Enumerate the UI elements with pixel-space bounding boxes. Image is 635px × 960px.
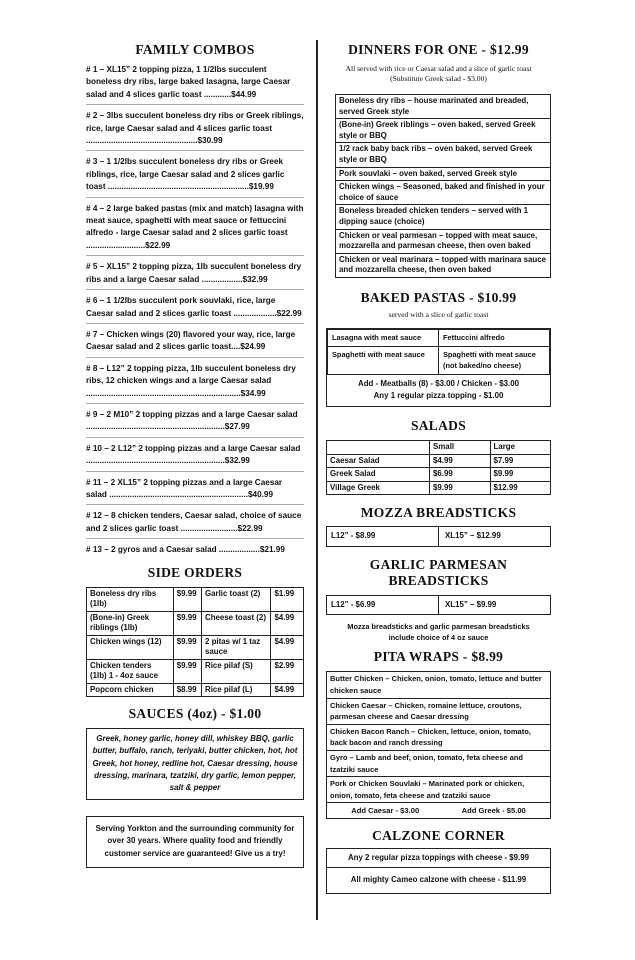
pasta-add-meat: Add - Meatballs (8) - $3.00 / Chicken - $3.00: [358, 379, 519, 389]
pasta-add-topping: Any 1 regular pizza topping - $1.00: [373, 391, 504, 401]
sauces-list: Greek, honey garlic, honey dill, whiskey BBQ, garlic butter, buffalo, ranch, teriyaki, butter chicken, hot, hot Greek, hot honey, redline hot, Caesar dressing, house dressing, marinara, tzatziki, dry garlic, lemon pepper, salt & pepper: [92, 734, 298, 793]
column-divider: [316, 40, 318, 920]
serving-box: [86, 816, 304, 868]
salad-cell: Caesar Salad: [327, 454, 430, 468]
family-combos-title: FAMILY COMBOS: [135, 42, 255, 57]
mozza-xl15: XL15” – $12.99: [439, 527, 551, 547]
salad-header-row: [327, 441, 551, 455]
side-order-cell: $1.99: [271, 587, 304, 611]
salad-header-cell: [327, 441, 430, 455]
pita-item: Chicken Caesar – Chicken, romaine lettuce, croutons, parmesan cheese and Caesar dressing: [327, 699, 550, 725]
side-order-cell: Boneless dry ribs (1lb): [87, 587, 174, 611]
dinner-item: Chicken or veal marinara – topped with marinara sauce and mozzarella cheese, then oven baked: [339, 254, 546, 275]
salad-cell: $7.99: [490, 454, 551, 468]
dinner-item: (Bone-in) Greek riblings – oven baked, served Greek style or BBQ: [336, 119, 550, 143]
baked-pastas-box: [326, 328, 551, 408]
side-order-cell: $9.99: [173, 635, 201, 659]
baked-pastas-subtitle: served with a slice of garlic toast: [388, 309, 489, 319]
side-orders-title: SIDE ORDERS: [147, 564, 243, 580]
salad-cell: $9.99: [430, 481, 490, 495]
dinner-item: Chicken wings – Seasoned, baked and finished in your choice of sauce: [336, 181, 550, 205]
pasta-cell: Spaghetti with meat sauce (not baked/no cheese): [439, 347, 550, 375]
pita-add-row: [327, 803, 550, 818]
sauces-box: [86, 728, 304, 799]
family-combos-list: [86, 64, 304, 560]
side-order-cell: Rice pilaf (L): [202, 683, 271, 697]
calzone-title: CALZONE CORNER: [372, 828, 505, 844]
side-order-cell: $4.99: [271, 683, 304, 697]
calzone-line-2: All mighty Cameo calzone with cheese - $11.99: [350, 875, 527, 885]
left-column: [86, 42, 304, 868]
mozza-table: [326, 526, 551, 547]
pita-item: Pork or Chicken Souvlaki – Marinated pork or chicken, onion, tomato, feta cheese and tzatziki sauce: [327, 777, 550, 803]
side-orders-table: [86, 587, 304, 698]
combo-item: # 12 – 8 chicken tenders, Caesar salad, choice of sauce and 2 slices garlic toast .........................$22.99: [86, 510, 304, 539]
calzone-box: [326, 848, 551, 894]
side-order-row: [87, 659, 304, 683]
salad-cell: $6.99: [430, 468, 490, 482]
salad-cell: Village Greek: [327, 481, 430, 495]
salad-cell: $4.99: [430, 454, 490, 468]
pasta-cell: Fettuccini alfredo: [439, 329, 550, 347]
salad-cell: $9.99: [490, 468, 551, 482]
garlic-parm-table: [326, 595, 551, 616]
combo-item: # 3 – 1 1/2lbs succulent boneless dry ribs or Greek riblings, rice, large Caesar salad and 2 slices garlic toast ..............................................................$19.99: [86, 156, 304, 197]
dinners-title: DINNERS FOR ONE - $12.99: [348, 42, 529, 57]
side-order-cell: Popcorn chicken: [87, 683, 174, 697]
pita-add-caesar: Add Caesar - $3.00: [351, 806, 420, 816]
salad-row: [327, 481, 551, 495]
garlic-parm-l12: L12” - $6.99: [327, 595, 439, 615]
pita-box: [326, 671, 551, 819]
salad-header-cell: Small: [430, 441, 490, 455]
combo-item: # 9 – 2 M10” 2 topping pizzas and a large Caesar salad .............................................................$27.99: [86, 409, 304, 438]
mozza-l12: L12” - $8.99: [327, 527, 439, 547]
combo-item: # 7 – Chicken wings (20) flavored your way, rice, large Caesar salad and 2 slices garlic toast....$24.99: [86, 329, 304, 358]
side-order-row: [87, 611, 304, 635]
side-order-cell: $8.99: [173, 683, 201, 697]
combo-item: # 13 – 2 gyros and a Caesar salad ..................$21.99: [86, 545, 285, 555]
garlic-parm-title-2: BREADSTICKS: [388, 572, 489, 588]
side-order-cell: $4.99: [271, 611, 304, 635]
side-order-cell: Garlic toast (2): [202, 587, 271, 611]
salads-title: SALADS: [410, 418, 467, 434]
calzone-line-1: Any 2 regular pizza toppings with cheese - $9.99: [327, 849, 550, 868]
dinner-item: Boneless breaded chicken tenders – served with 1 dipping sauce (choice): [336, 205, 550, 229]
pita-item: Butter Chicken – Chicken, onion, tomato, lettuce and butter chicken sauce: [327, 672, 550, 698]
side-order-row: [87, 635, 304, 659]
right-column: [326, 42, 551, 894]
baked-pastas-grid: [327, 329, 550, 376]
side-order-cell: $4.99: [271, 635, 304, 659]
pasta-row: [328, 347, 550, 375]
pita-item: Chicken Bacon Ranch – Chicken, lettuce, onion, tomato, back bacon and ranch dressing: [327, 725, 550, 751]
combo-item: # 1 – XL15” 2 topping pizza, 1 1/2lbs succulent boneless dry ribs, large baked lasagna, large Caesar salad and 4 slices garlic toast ............$44.99: [86, 64, 304, 105]
combo-item: # 2 – 3lbs succulent boneless dry ribs or Greek riblings, rice, large Caesar salad and 4 slices garlic toast .................................................$30.99: [86, 110, 304, 151]
pita-add-greek: Add Greek - $5.00: [461, 806, 526, 816]
dinner-item: Chicken or veal parmesan – topped with meat sauce, mozzarella and parmesan cheese, then oven baked: [336, 230, 550, 254]
dinner-item: Boneless dry ribs – house marinated and breaded, served Greek style: [336, 95, 550, 119]
dinners-list: [335, 94, 551, 278]
pasta-cell: Lasagna with meat sauce: [328, 329, 439, 347]
sauces-title: SAUCES (4oz) - $1.00: [128, 706, 262, 722]
salad-row: [327, 468, 551, 482]
combo-item: # 6 – 1 1/2lbs succulent pork souvlaki, rice, large Caesar salad and 2 slices garlic toast ...................$22.99: [86, 295, 304, 324]
side-order-cell: Chicken tenders (1lb) 1 - 4oz sauce: [87, 659, 174, 683]
dinner-item: Pork souvlaki – oven baked, served Greek style: [336, 168, 550, 182]
combo-item: # 10 – 2 L12” 2 topping pizzas and a large Caesar salad .............................................................$32.99: [86, 443, 304, 472]
side-order-row: [87, 587, 304, 611]
salad-cell: Greek Salad: [327, 468, 430, 482]
side-order-cell: Chicken wings (12): [87, 635, 174, 659]
dinner-item: 1/2 rack baby back ribs – oven baked, served Greek style or BBQ: [336, 143, 550, 167]
salads-table: [326, 440, 551, 495]
salad-cell: $12.99: [490, 481, 551, 495]
pasta-row: [328, 329, 550, 347]
garlic-parm-xl15: XL15” – $9.99: [439, 595, 551, 615]
serving-text: Serving Yorkton and the surrounding community for over 30 years. Where quality food and friendly customer service are guaranteed! Give us a try!: [95, 823, 295, 859]
garlic-parm-title-1: GARLIC PARMESAN: [369, 556, 508, 572]
side-order-row: [87, 683, 304, 697]
combo-item: # 11 – 2 XL15” 2 topping pizzas and a large Caesar salad .............................................................$40.99: [86, 477, 304, 506]
salad-row: [327, 454, 551, 468]
side-order-cell: Rice pilaf (S): [202, 659, 271, 683]
combo-item: # 5 – XL15” 2 topping pizza, 1lb succulent boneless dry ribs and a large Caesar salad ..................$32.99: [86, 261, 304, 290]
pasta-cell: Spaghetti with meat sauce: [328, 347, 439, 375]
salad-header-cell: Large: [490, 441, 551, 455]
mozza-title: MOZZA BREADSTICKS: [360, 505, 517, 521]
side-order-cell: (Bone-in) Greek riblings (1lb): [87, 611, 174, 635]
combo-item: # 4 – 2 large baked pastas (mix and match) lasagna with meat sauce, spaghetti with meat sauce or fettuccini alfredo - large Caesar salad and 2 slices garlic toast ..........................$22.99: [86, 203, 304, 257]
dinners-subtitle: All served with rice or Caesar salad and a slice of garlic toast (Substitute Greek salad - $3.00): [345, 64, 532, 83]
side-order-cell: $9.99: [173, 659, 201, 683]
combo-item: # 8 – L12” 2 topping pizza, 1lb succulent boneless dry ribs, 12 chicken wings and a large Caesar salad ....................................................................$34.99: [86, 363, 304, 404]
side-order-cell: $2.99: [271, 659, 304, 683]
side-order-cell: Cheese toast (2): [202, 611, 271, 635]
breadsticks-note: Mozza breadsticks and garlic parmesan breadsticks include choice of 4 oz sauce: [347, 622, 530, 643]
side-order-cell: $9.99: [173, 587, 201, 611]
pita-title: PITA WRAPS - $8.99: [373, 649, 504, 665]
pita-item: Gyro – Lamb and beef, onion, tomato, feta cheese and tzatziki sauce: [327, 751, 550, 777]
baked-pastas-title: BAKED PASTAS - $10.99: [360, 289, 517, 305]
side-order-cell: 2 pitas w/ 1 taz sauce: [202, 635, 271, 659]
side-order-cell: $9.99: [173, 611, 201, 635]
